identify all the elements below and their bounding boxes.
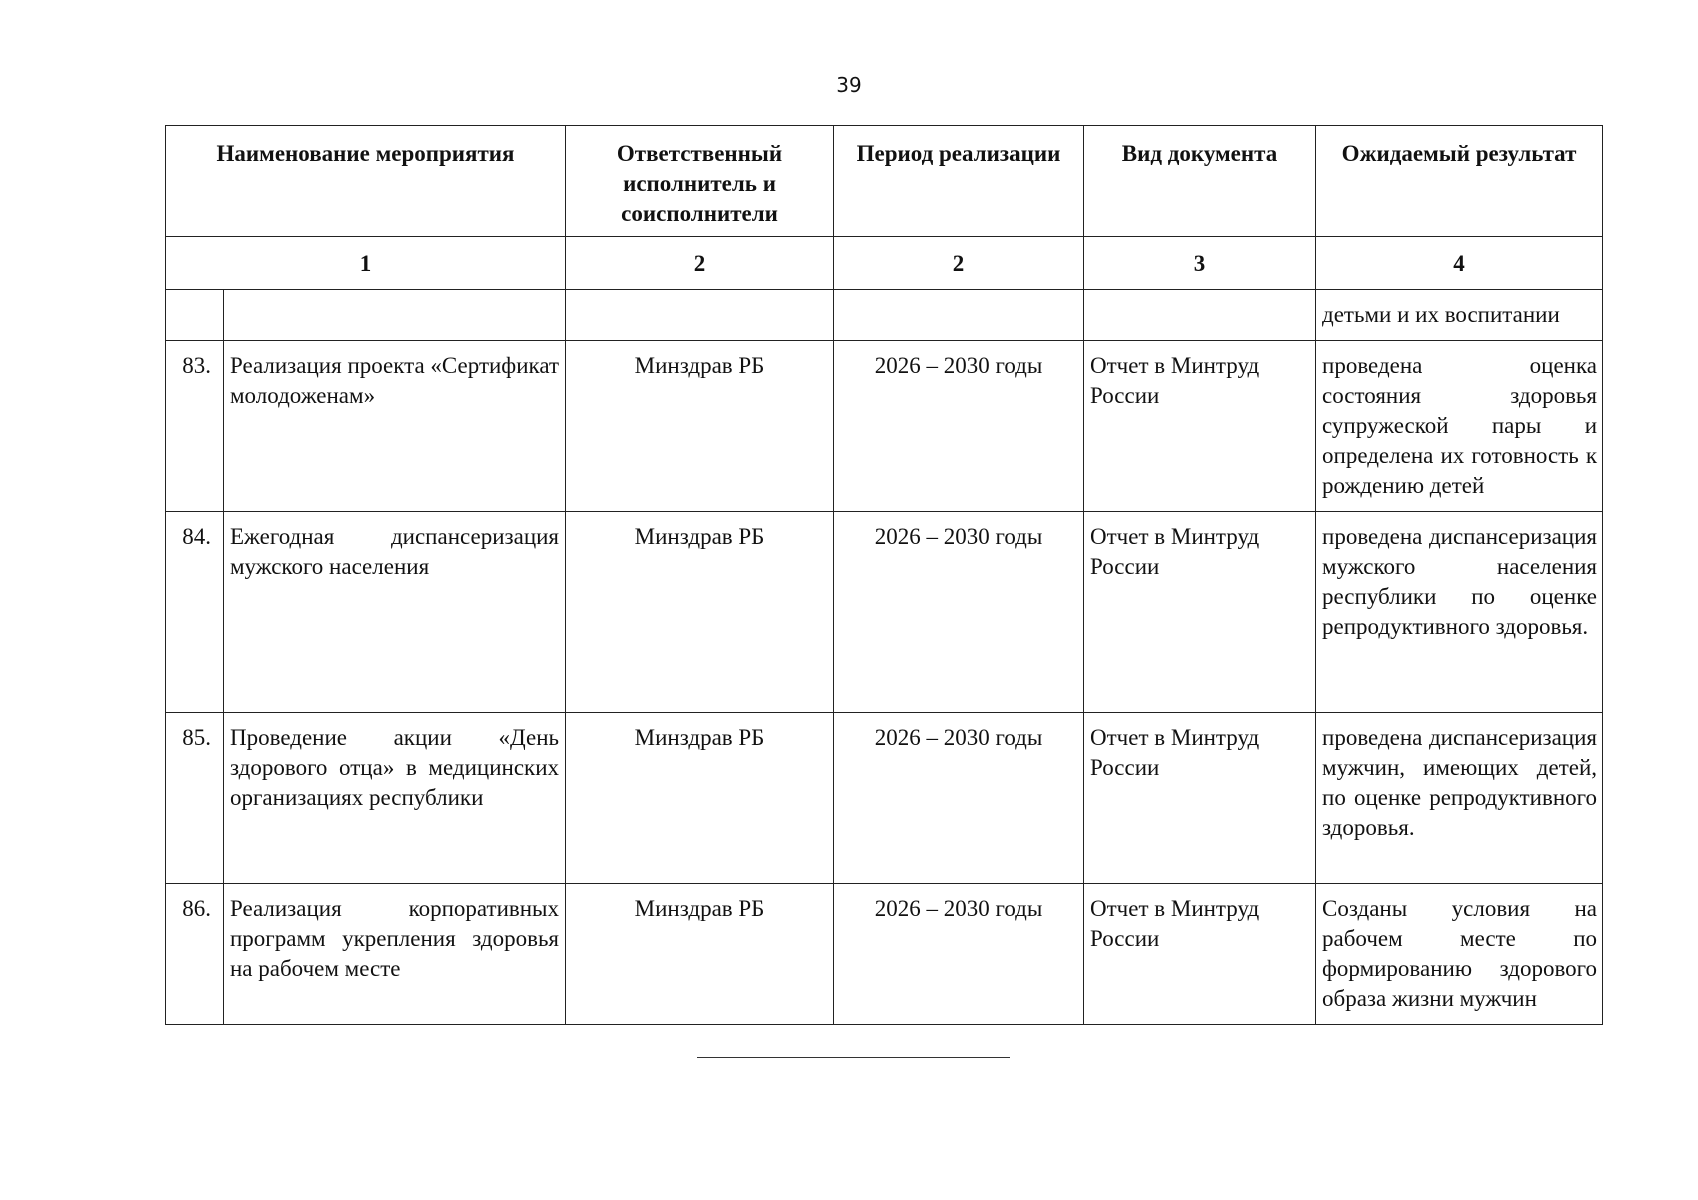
cell-name: Реализация корпоративных программ укрепления здоровья на рабочем месте	[224, 884, 566, 1025]
cell-period: 2026 – 2030 годы	[834, 512, 1084, 713]
cell-period: 2026 – 2030 годы	[834, 713, 1084, 884]
cell-result: детьми и их воспитании	[1316, 290, 1603, 341]
header-doc-type: Вид документа	[1084, 126, 1316, 237]
measures-table	[165, 125, 1603, 1025]
column-number-result: 4	[1316, 237, 1603, 290]
cell-result: Созданы условия на рабочем месте по формированию здорового образа жизни мужчин	[1316, 884, 1603, 1025]
cell-doc-type: Отчет в Минтруд России	[1084, 512, 1316, 713]
cell-num: 86.	[166, 884, 224, 1025]
table-row	[166, 341, 1603, 512]
header-name: Наименование мероприятия	[166, 126, 566, 237]
cell-num: 85.	[166, 713, 224, 884]
header-responsible: Ответственный исполнитель и соисполнители	[566, 126, 834, 237]
page-number: 39	[836, 73, 862, 97]
cell-period: 2026 – 2030 годы	[834, 341, 1084, 512]
cell-num: 84.	[166, 512, 224, 713]
table-row	[166, 512, 1603, 713]
cell-responsible: Минздрав РБ	[566, 884, 834, 1025]
cell-result: проведена оценка состояния здоровья супружеской пары и определена их готовность к рождению детей	[1316, 341, 1603, 512]
cell-doc-type: Отчет в Минтруд России	[1084, 884, 1316, 1025]
cell-name-empty	[224, 290, 566, 341]
cell-responsible: Минздрав РБ	[566, 713, 834, 884]
cell-period: 2026 – 2030 годы	[834, 884, 1084, 1025]
header-result: Ожидаемый результат	[1316, 126, 1603, 237]
table-row-continuation	[166, 290, 1603, 341]
column-number-period: 2	[834, 237, 1084, 290]
cell-responsible: Минздрав РБ	[566, 512, 834, 713]
cell-responsible-empty	[566, 290, 834, 341]
column-number-doc-type: 3	[1084, 237, 1316, 290]
cell-name: Ежегодная диспансеризация мужского населения	[224, 512, 566, 713]
cell-responsible: Минздрав РБ	[566, 341, 834, 512]
cell-name: Реализация проекта «Сертификат молодоженам»	[224, 341, 566, 512]
cell-doc-type: Отчет в Минтруд России	[1084, 341, 1316, 512]
cell-name: Проведение акции «День здорового отца» в медицинских организациях республики	[224, 713, 566, 884]
table-row	[166, 884, 1603, 1025]
column-number-responsible: 2	[566, 237, 834, 290]
cell-num-empty	[166, 290, 224, 341]
cell-result: проведена диспансеризация мужчин, имеющих детей, по оценке репродуктивного здоровья.	[1316, 713, 1603, 884]
cell-result: проведена диспансеризация мужского населения республики по оценке репродуктивного здоровья.	[1316, 512, 1603, 713]
cell-period-empty	[834, 290, 1084, 341]
table-row	[166, 713, 1603, 884]
column-number-row	[166, 237, 1603, 290]
column-number-name: 1	[166, 237, 566, 290]
cell-num: 83.	[166, 341, 224, 512]
cell-doc-type: Отчет в Минтруд России	[1084, 713, 1316, 884]
header-row	[166, 126, 1603, 237]
footer-divider	[697, 1057, 1010, 1058]
cell-doc-type-empty	[1084, 290, 1316, 341]
header-period: Период реализации	[834, 126, 1084, 237]
